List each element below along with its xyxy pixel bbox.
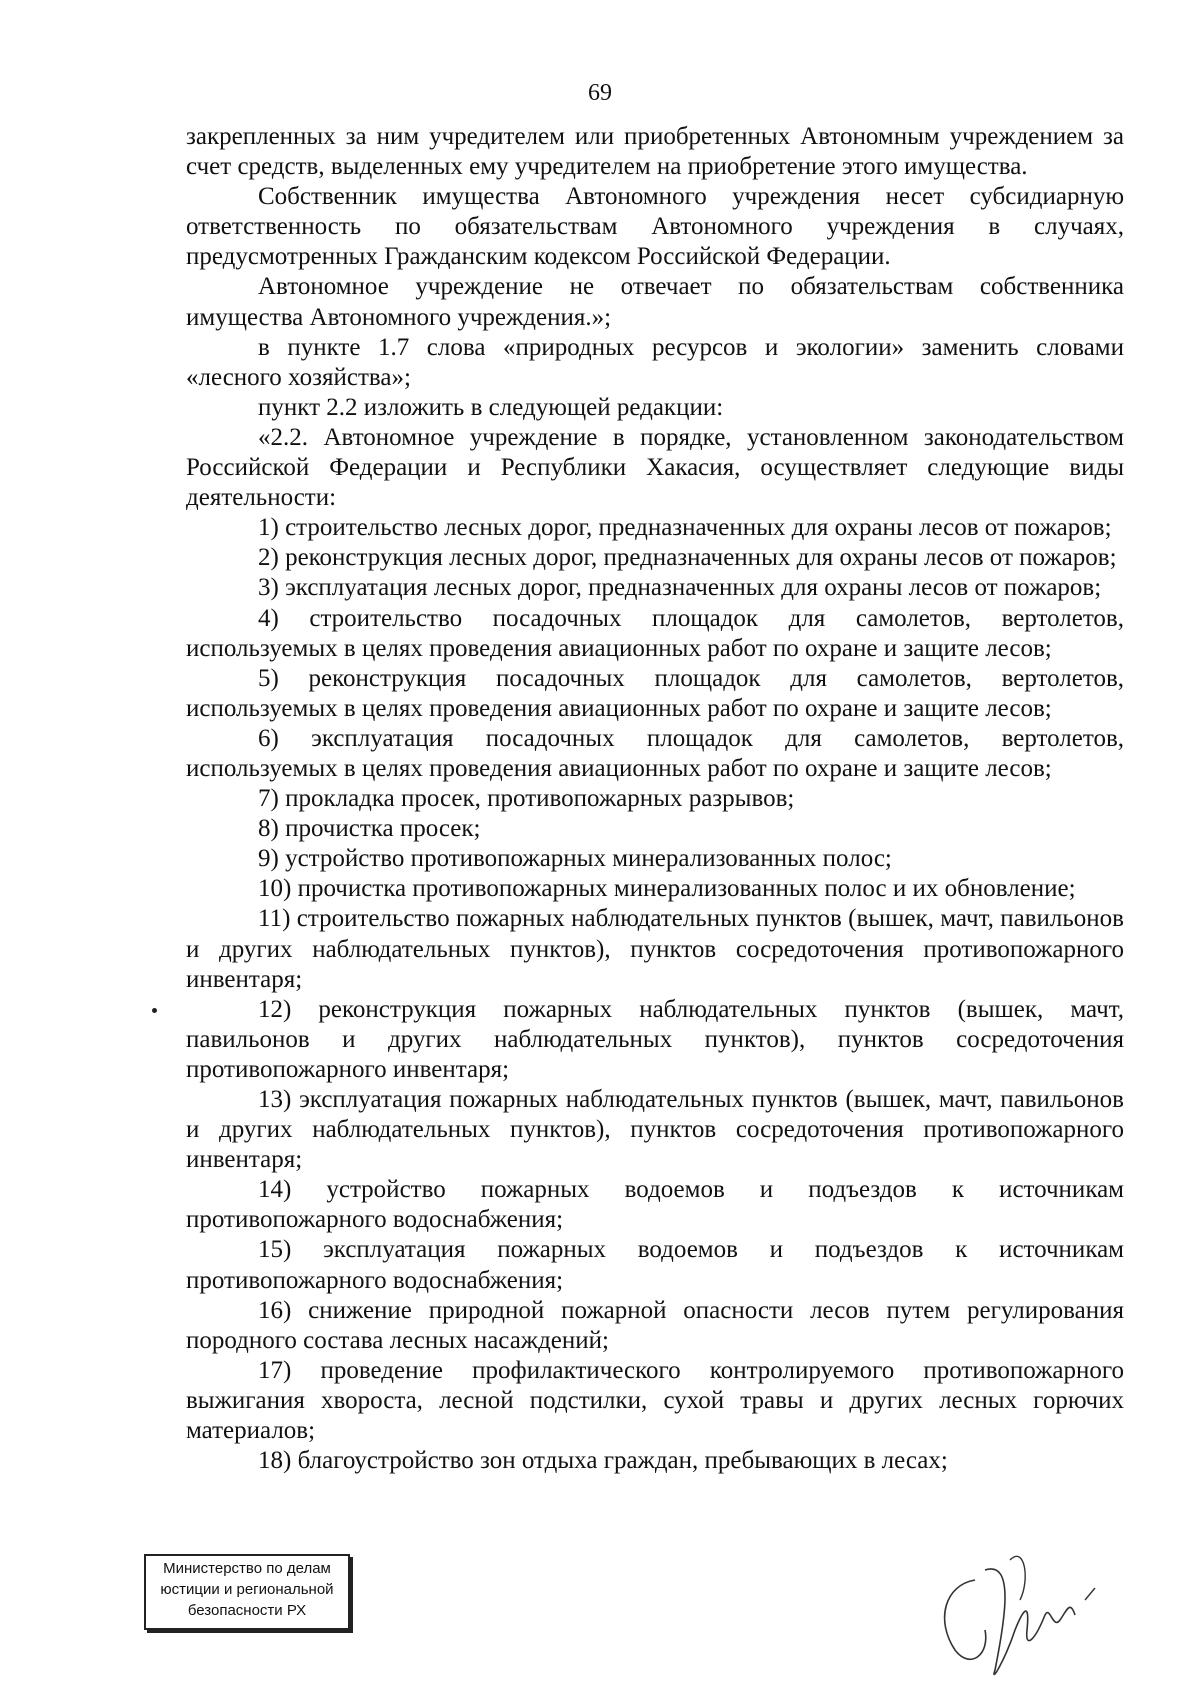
paragraph: 3) эксплуатация лесных дорог, предназначенных для охраны лесов от пожаров; bbox=[258, 574, 1102, 602]
paragraph: Собственник имущества Автономного учреждения несет субсидиарную ответственность по обязательствам Автономного учреждения в случаях, предусмотренных Гражданским кодексом Российской Федерации. bbox=[186, 183, 1124, 271]
paragraph: закрепленных за ним учредителем или приобретенных Автономным учреждением за счет средств, выделенных ему учредителем на приобретение этого имущества. bbox=[186, 123, 1124, 181]
paragraph: 11) строительство пожарных наблюдательных пунктов (вышек, мачт, павильонов и других наблюдательных пунктов), пунктов сосредоточения противопожарного инвентаря; bbox=[186, 905, 1124, 993]
handwritten-signature bbox=[935, 1540, 1135, 1690]
page-number: 69 bbox=[588, 80, 612, 106]
paragraph: 14) устройство пожарных водоемов и подъездов к источникам противопожарного водоснабжения; bbox=[186, 1176, 1124, 1234]
paragraph: 18) благоустройство зон отдыха граждан, пребывающих в лесах; bbox=[258, 1447, 948, 1475]
stamp-line: безопасности РХ bbox=[187, 1602, 307, 1619]
ministry-stamp bbox=[144, 1554, 350, 1630]
paragraph: Автономное учреждение не отвечает по обязательствам собственника имущества Автономного учреждения.»; bbox=[186, 273, 1124, 331]
paragraph: в пункте 1.7 слова «природных ресурсов и экологии» заменить словами «лесного хозяйства»; bbox=[186, 333, 1124, 391]
paragraph: 4) строительство посадочных площадок для самолетов, вертолетов, используемых в целях проведения авиационных работ по охране и защите лесов; bbox=[186, 604, 1124, 662]
paragraph: 8) прочистка просек; bbox=[258, 815, 481, 843]
paragraph: 12) реконструкция пожарных наблюдательных пунктов (вышек, мачт, павильонов и других наблюдательных пунктов), пунктов сосредоточения противопожарного инвентаря; bbox=[186, 995, 1124, 1083]
paragraph: 16) снижение природной пожарной опасности лесов путем регулирования породного состава лесных насаждений; bbox=[186, 1296, 1124, 1354]
stamp-line: Министерство по делам bbox=[163, 1560, 331, 1577]
paragraph: 15) эксплуатация пожарных водоемов и подъездов к источникам противопожарного водоснабжения; bbox=[186, 1236, 1124, 1294]
paragraph: 9) устройство противопожарных минерализованных полос; bbox=[258, 845, 892, 873]
document-body bbox=[186, 122, 1124, 1476]
paragraph: 5) реконструкция посадочных площадок для самолетов, вертолетов, используемых в целях проведения авиационных работ по охране и защите лесов; bbox=[186, 664, 1124, 722]
paragraph: 7) прокладка просек, противопожарных разрывов; bbox=[258, 785, 795, 813]
paragraph: 17) проведение профилактического контролируемого противопожарного выжигания хвороста, лесной подстилки, сухой травы и других лесных горючих материалов; bbox=[186, 1356, 1124, 1445]
paragraph: 6) эксплуатация посадочных площадок для самолетов, вертолетов, используемых в целях проведения авиационных работ по охране и защите лесов; bbox=[186, 724, 1124, 782]
paragraph: 1) строительство лесных дорог, предназначенных для охраны лесов от пожаров; bbox=[258, 514, 1112, 542]
paragraph: 13) эксплуатация пожарных наблюдательных пунктов (вышек, мачт, павильонов и других наблюдательных пунктов), пунктов сосредоточения противопожарного инвентаря; bbox=[186, 1086, 1124, 1174]
paragraph: «2.2. Автономное учреждение в порядке, установленном законодательством Российской Федерации и Республики Хакасия, осуществляет следующие виды деятельности: bbox=[186, 423, 1124, 512]
stamp-line: юстиции и региональной bbox=[160, 1581, 334, 1598]
margin-mark bbox=[152, 1008, 157, 1013]
paragraph: пункт 2.2 изложить в следующей редакции: bbox=[258, 393, 724, 421]
paragraph: 10) прочистка противопожарных минерализованных полос и их обновление; bbox=[258, 875, 1076, 903]
paragraph: 2) реконструкция лесных дорог, предназначенных для охраны лесов от пожаров; bbox=[258, 544, 1117, 572]
